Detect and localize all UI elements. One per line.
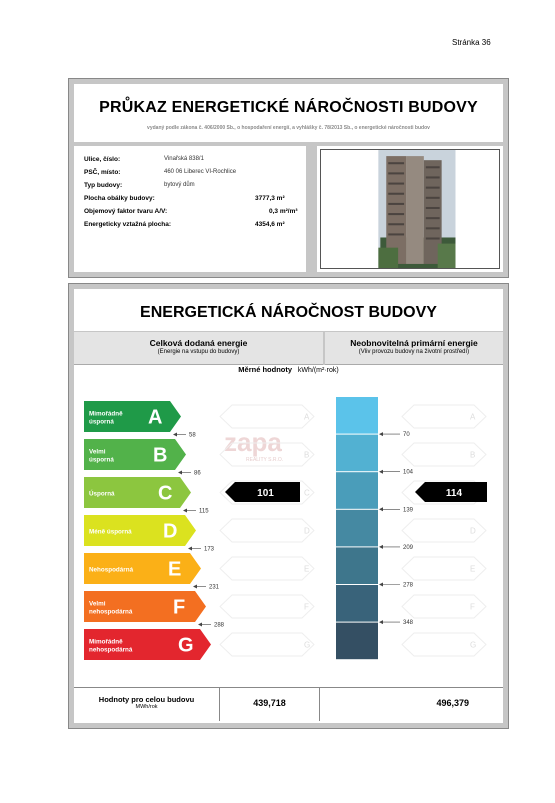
ghost-arrow-left-f xyxy=(220,595,314,618)
delivered-energy-marker xyxy=(225,482,300,502)
left-threshold-arrowhead xyxy=(193,585,197,589)
energy-class-label-c: Úsporná xyxy=(89,490,115,498)
right-threshold-arrowhead xyxy=(379,470,383,474)
area-label: Energeticky vztažná plocha: xyxy=(84,221,172,228)
specific-values-label: Měrné hodnoty xyxy=(238,365,293,374)
right-threshold-arrowhead xyxy=(379,545,383,549)
energy-class-e xyxy=(84,553,201,584)
left-threshold-arrowhead xyxy=(198,623,202,627)
energy-class-chart xyxy=(74,379,503,685)
type-value: bytový dům xyxy=(164,182,195,188)
watermark-subtext: REALITY S.R.O. xyxy=(246,457,284,463)
watermark-logo: zapa xyxy=(224,427,282,457)
energy-class-label-b: úsporná xyxy=(89,456,114,464)
right-threshold-value: 278 xyxy=(403,582,414,589)
energy-class-letter-e: E xyxy=(168,558,182,581)
right-threshold-arrowhead xyxy=(379,583,383,587)
ghost-arrow-left-d xyxy=(220,519,314,542)
energy-class-d xyxy=(84,515,196,546)
zip-label: PSČ, místo: xyxy=(84,169,121,176)
right-threshold-value: 348 xyxy=(403,620,414,627)
energy-class-label-b: Velmi xyxy=(89,448,106,456)
left-threshold-arrowhead xyxy=(188,547,192,551)
energy-class-g xyxy=(84,629,211,660)
section-title: ENERGETICKÁ NÁROČNOST BUDOVY xyxy=(74,289,503,331)
building-info xyxy=(74,146,306,272)
right-threshold-arrowhead xyxy=(379,432,383,436)
shape-value: 0,3 m²/m³ xyxy=(269,208,298,215)
envelope-label: Plocha obálky budovy: xyxy=(84,195,155,202)
primary-energy-bar-segment xyxy=(336,472,378,509)
energy-performance-panel xyxy=(68,283,509,729)
energy-class-b xyxy=(84,439,186,470)
primary-energy-marker-value: 114 xyxy=(445,488,463,499)
total-primary-value: 496,379 xyxy=(436,698,469,708)
unit-row xyxy=(74,365,503,379)
ghost-letter-left-e: E xyxy=(304,564,310,574)
primary-energy-bar-segment xyxy=(336,585,378,622)
energy-class-a xyxy=(84,401,181,432)
energy-class-letter-g: G xyxy=(178,634,194,657)
info-row-envelope xyxy=(84,195,306,208)
primary-energy-bar-segment xyxy=(336,435,378,472)
ghost-letter-right-d: D xyxy=(470,526,476,536)
right-threshold-arrowhead xyxy=(379,507,383,511)
energy-chart-box xyxy=(74,332,503,723)
ghost-letter-right-e: E xyxy=(470,564,476,574)
shape-label: Objemový faktor tvaru A/V: xyxy=(84,208,168,215)
energy-class-label-e: Nehospodárná xyxy=(89,566,134,574)
right-threshold-value: 104 xyxy=(403,469,414,476)
right-column-subtitle: (Vliv provozu budovy na životní prostředí) xyxy=(358,349,470,355)
building-photo-illustration xyxy=(321,150,499,268)
primary-energy-bar-segment xyxy=(336,510,378,547)
energy-class-label-a: úsporná xyxy=(89,418,114,426)
right-threshold-arrowhead xyxy=(379,620,383,624)
left-column-header xyxy=(74,332,323,365)
certificate-header-panel xyxy=(68,78,509,278)
ghost-letter-left-c: C xyxy=(304,488,310,498)
energy-class-label-g: Mimořádně xyxy=(89,638,123,646)
ghost-letter-right-f: F xyxy=(470,602,475,612)
left-threshold-arrowhead xyxy=(183,509,187,513)
unit-label: kWh/(m²·rok) xyxy=(297,367,339,374)
left-threshold-value: 173 xyxy=(204,546,215,553)
right-column-header xyxy=(325,332,503,365)
ghost-letter-left-b: B xyxy=(304,450,310,460)
energy-class-letter-c: C xyxy=(158,482,173,505)
primary-energy-marker xyxy=(415,482,487,502)
right-threshold-value: 70 xyxy=(403,432,410,439)
ghost-letter-left-g: G xyxy=(304,640,311,650)
ghost-letter-left-a: A xyxy=(304,412,310,422)
energy-class-letter-d: D xyxy=(163,520,178,543)
totals-label-cell xyxy=(74,688,220,721)
left-threshold-value: 86 xyxy=(194,470,201,477)
area-value: 4354,6 m² xyxy=(255,221,285,228)
energy-class-letter-b: B xyxy=(153,444,168,467)
energy-chart xyxy=(74,379,503,685)
street-label: Ulice, číslo: xyxy=(84,156,121,163)
ghost-letter-left-d: D xyxy=(304,526,310,536)
building-photo xyxy=(320,149,500,269)
street-value: Vinařská 838/1 xyxy=(164,156,204,162)
right-threshold-value: 139 xyxy=(403,507,414,514)
info-row-zip xyxy=(84,169,306,182)
ghost-letter-right-g: G xyxy=(470,640,477,650)
totals-row xyxy=(74,687,503,721)
ghost-arrow-left-e xyxy=(220,557,314,580)
delivered-energy-marker-value: 101 xyxy=(257,488,274,499)
primary-energy-bar-segment xyxy=(336,547,378,584)
totals-label: Hodnoty pro celou budovu xyxy=(98,695,195,704)
right-threshold-value: 209 xyxy=(403,544,414,551)
certificate-title: PRŮKAZ ENERGETICKÉ NÁROČNOSTI BUDOVY xyxy=(99,99,478,116)
certificate-subtitle: vydaný podle zákona č. 406/2000 Sb., o hospodaření energií, a vyhlášky č. 78/2013 Sb., o energetické náročnosti budov xyxy=(147,125,430,131)
left-threshold-value: 288 xyxy=(214,622,225,629)
primary-energy-bar-segment xyxy=(336,623,378,660)
energy-class-label-g: nehospodárná xyxy=(89,646,133,654)
info-row-street xyxy=(84,156,306,169)
total-delivered-value: 439,718 xyxy=(220,688,320,721)
left-threshold-value: 58 xyxy=(189,432,196,439)
building-photo-box xyxy=(317,146,503,272)
type-label: Typ budovy: xyxy=(84,182,123,189)
right-column-title: Neobnovitelná primární energie xyxy=(350,338,478,348)
energy-class-c xyxy=(84,477,191,508)
totals-unit: MWh/rok xyxy=(135,704,158,710)
left-threshold-arrowhead xyxy=(173,433,177,437)
left-threshold-value: 115 xyxy=(199,508,209,515)
energy-class-label-a: Mimořádně xyxy=(89,410,123,418)
ghost-letter-right-b: B xyxy=(470,450,476,460)
energy-class-label-f: nehospodárná xyxy=(89,608,133,616)
ghost-arrow-left-a xyxy=(220,405,314,428)
zip-value: 460 06 Liberec VI-Rochlice xyxy=(164,169,237,175)
primary-energy-bar-segment xyxy=(336,397,378,434)
info-row-shape xyxy=(84,208,306,221)
envelope-value: 3777,3 m² xyxy=(255,195,285,202)
energy-class-letter-f: F xyxy=(173,596,186,619)
left-threshold-arrowhead xyxy=(178,471,182,475)
left-threshold-value: 231 xyxy=(209,584,220,591)
ghost-letter-right-a: A xyxy=(470,412,476,422)
left-column-title: Celková dodaná energie xyxy=(149,338,248,348)
left-column-subtitle: (Energie na vstupu do budovy) xyxy=(157,349,240,355)
page-number: Stránka 36 xyxy=(452,38,491,47)
info-row-area xyxy=(84,221,306,234)
info-row-type xyxy=(84,182,306,195)
energy-class-label-d: Méně úsporná xyxy=(89,528,132,536)
energy-class-f xyxy=(84,591,206,622)
energy-class-letter-a: A xyxy=(148,406,163,429)
energy-class-label-f: Velmi xyxy=(89,600,106,608)
ghost-arrow-left-g xyxy=(220,633,314,656)
ghost-letter-left-f: F xyxy=(304,602,309,612)
certificate-title-box xyxy=(74,84,503,142)
